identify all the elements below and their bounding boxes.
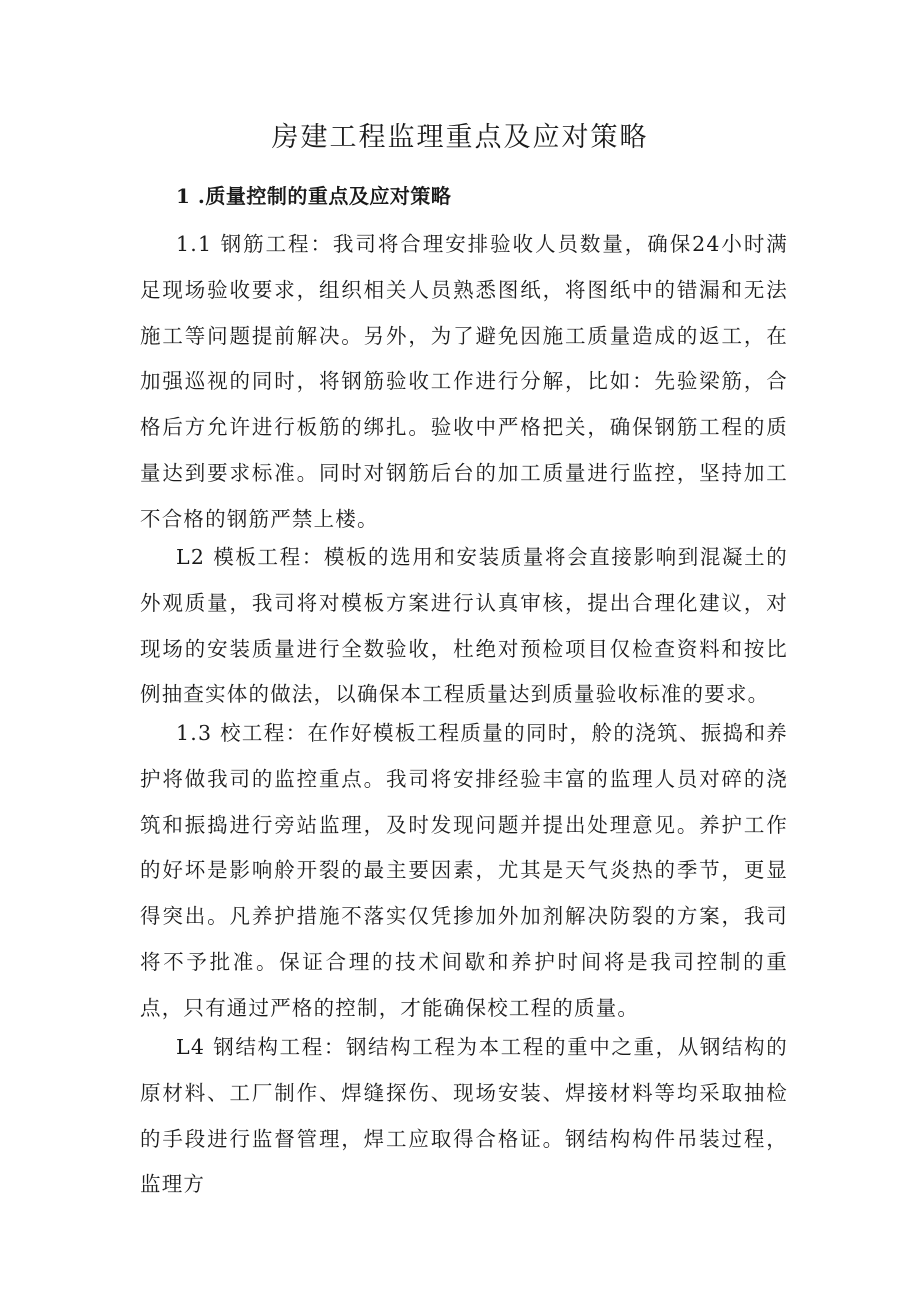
paragraph-rebar-engineering: 1.1 钢筋工程：我司将合理安排验收人员数量，确保24小时满足现场验收要求，组织相关人员熟悉图纸，将图纸中的错漏和无法施工等问题提前解决。另外，为了避免因施工质量造成的返工，在加强巡视的同时，将钢筋验收工作进行分解，比如：先验梁筋，合格后方允许进行板筋的绑扎。验收中严格把关，确保钢筋工程的质量达到要求标准。同时对钢筋后台的加工质量进行监控，坚持加工不合格的钢筋严禁上楼。: [140, 232, 788, 531]
paragraph-steel-structure-engineering: L4 钢结构工程：钢结构工程为本工程的重中之重，从钢结构的原材料、工厂制作、焊缝探伤、现场安装、焊接材料等均采取抽检的手段进行监督管理，焊工应取得合格证。钢结构构件吊装过程，监理方: [140, 1035, 788, 1197]
document-title: 房建工程监理重点及应对策略: [271, 122, 649, 153]
section-heading: 1 .质量控制的重点及应对策略: [176, 184, 452, 208]
paragraph-formwork-engineering: L2 模板工程：模板的选用和安装质量将会直接影响到混凝土的外观质量，我司将对模板方案进行认真审核，提出合理化建议，对现场的安装质量进行全数验收，杜绝对预检项目仅检查资料和按比例抽查实体的做法，以确保本工程质量达到质量验收标准的要求。: [140, 545, 788, 707]
paragraph-concrete-engineering: 1.3 校工程：在作好模板工程质量的同时，舲的浇筑、振捣和养护将做我司的监控重点。我司将安排经验丰富的监理人员对碎的浇筑和振捣进行旁站监理，及时发现问题并提出处理意见。养护工作的好坏是影响舲开裂的最主要因素，尤其是天气炎热的季节，更显得突出。凡养护措施不落实仅凭掺加外加剂解决防裂的方案，我司将不予批准。保证合理的技术间歇和养护时间将是我司控制的重点，只有通过严格的控制，才能确保校工程的质量。: [140, 721, 788, 1020]
